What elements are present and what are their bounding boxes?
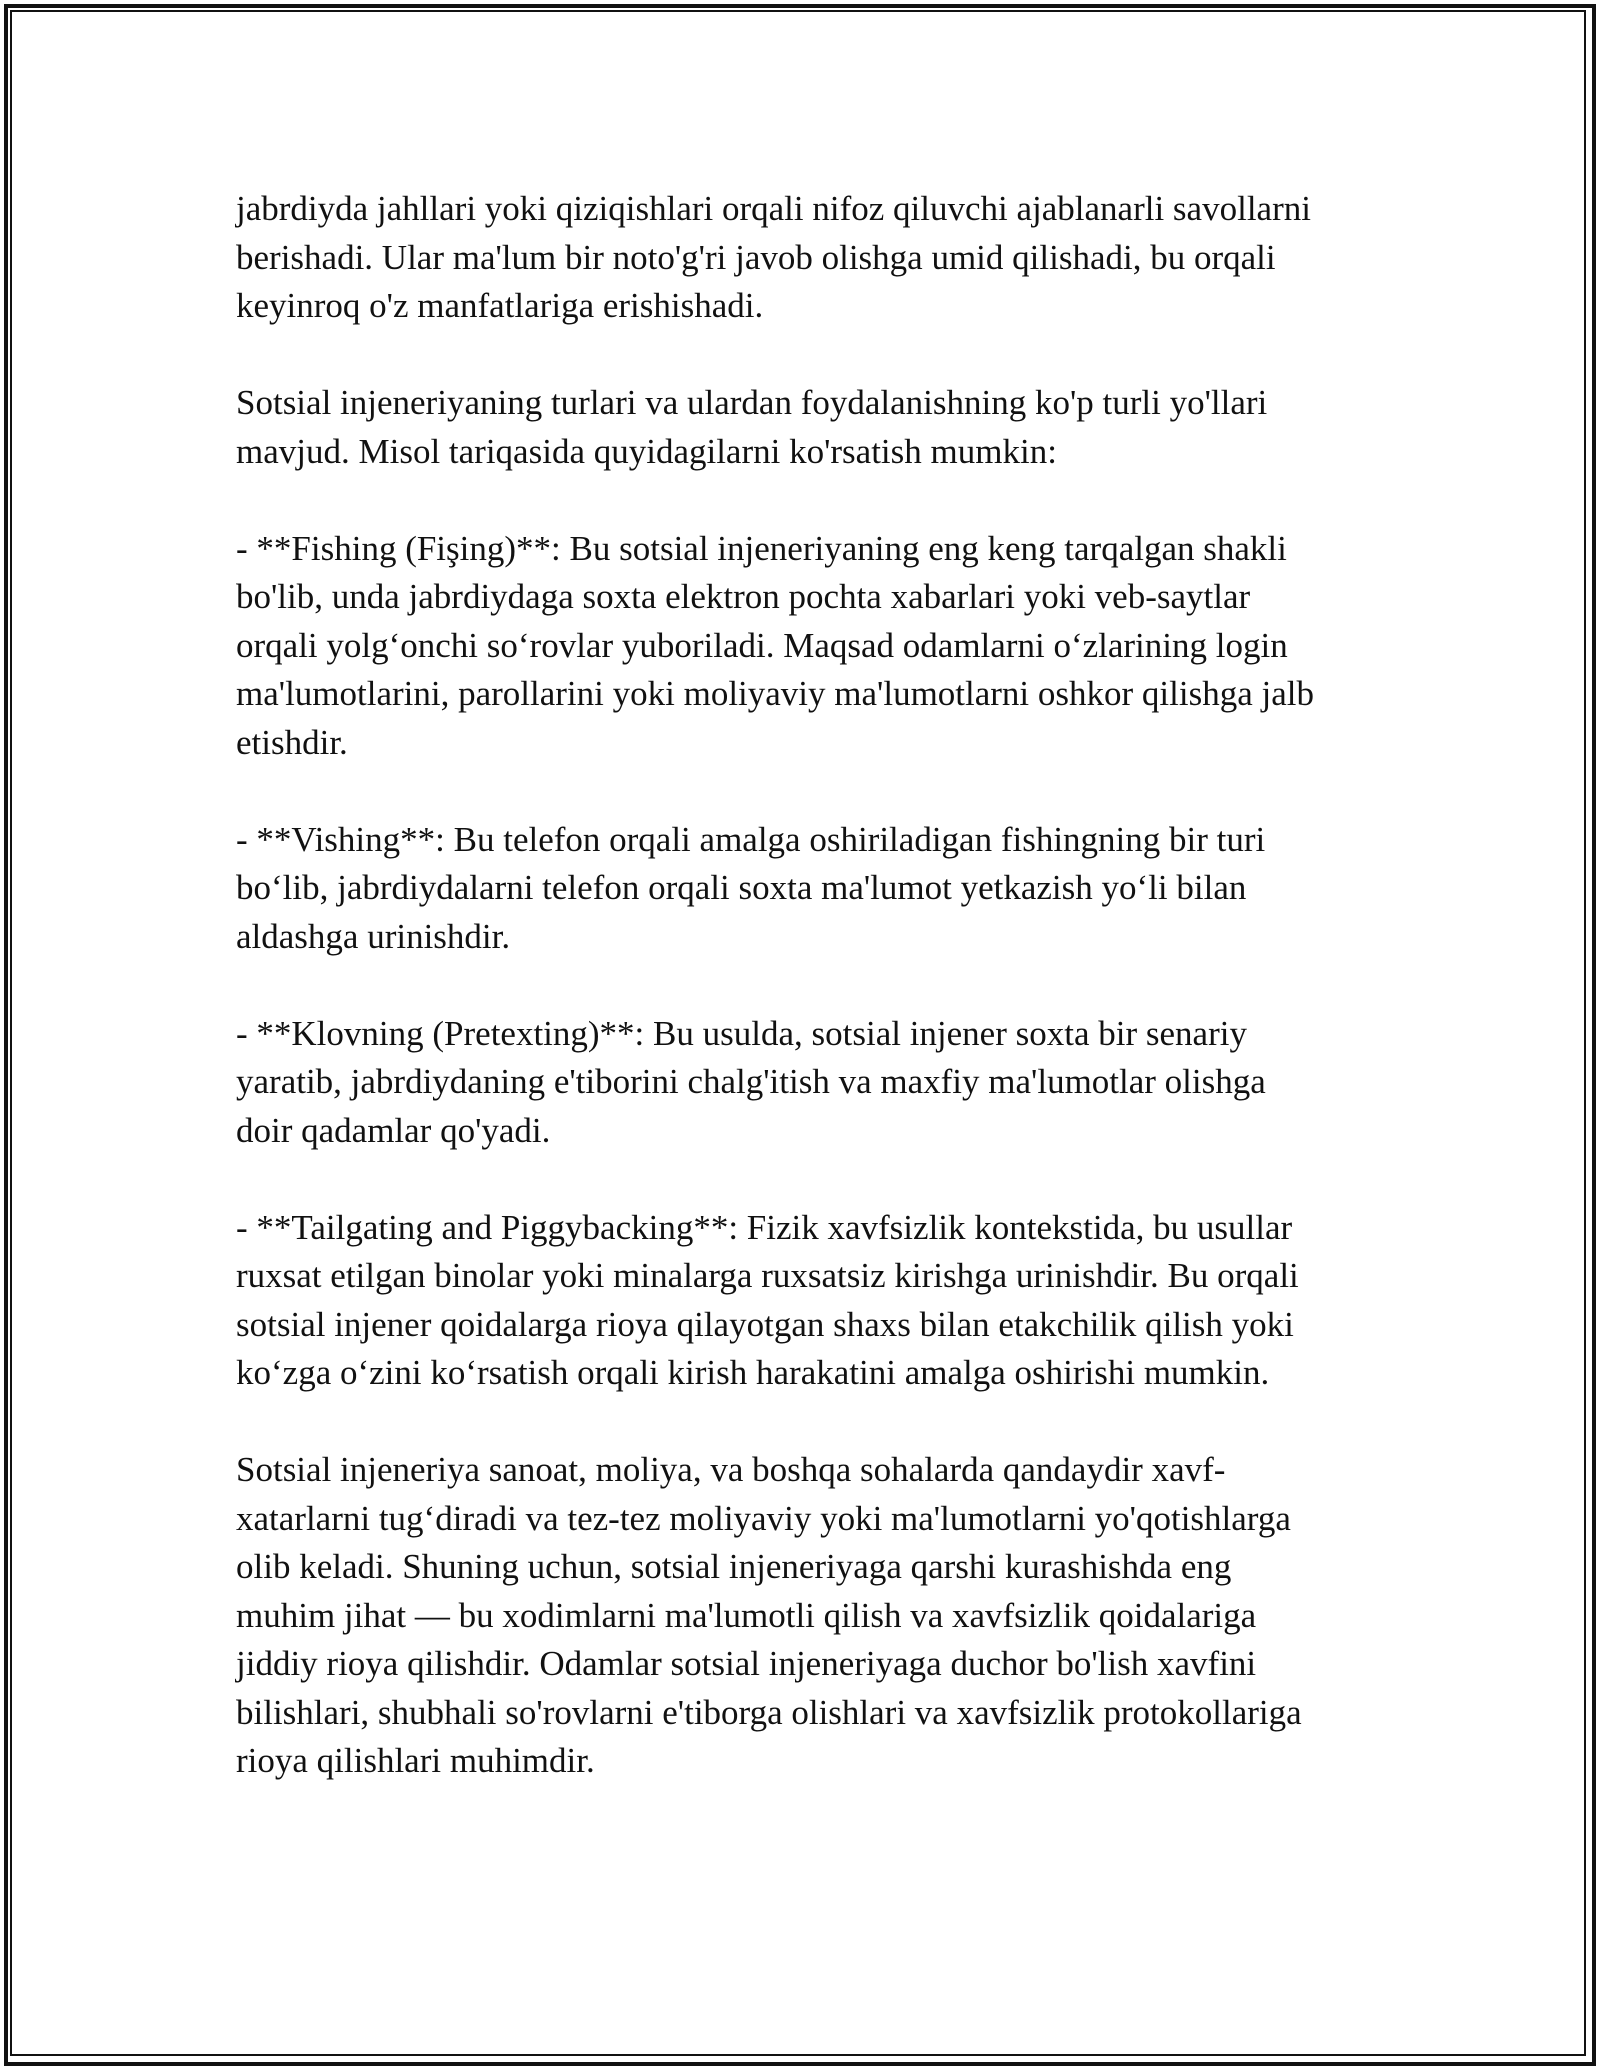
text-line: ruxsat etilgan binolar yoki minalarga ruxsatsiz kirishga urinishdir. Bu orqali bbox=[236, 1256, 1299, 1295]
paragraph-conclusion bbox=[236, 1446, 1396, 1786]
text-line: orqali yolg‘onchi so‘rovlar yuboriladi. Maqsad odamlarni o‘zlarining login bbox=[236, 625, 1288, 665]
text-line: jiddiy rioya qilishdir. Odamlar sotsial injeneriyaga duchor bo'lish xavfini bbox=[236, 1644, 1257, 1683]
text-line: aldashga urinishdir. bbox=[236, 916, 511, 956]
text-line: olib keladi. Shuning uchun, sotsial injeneriyaga qarshi kurashishda eng bbox=[236, 1547, 1232, 1586]
list-item-tailgating bbox=[236, 1204, 1396, 1398]
list-item-fishing bbox=[236, 525, 1396, 768]
text-line: mavjud. Misol tariqasida quyidagilarni ko'rsatish mumkin: bbox=[236, 431, 1057, 471]
text-line: yaratib, jabrdiydaning e'tiborini chalg'itish va maxfiy ma'lumotlar olishga bbox=[236, 1062, 1266, 1101]
text-line: berishadi. Ular ma'lum bir noto'g'ri javob olishga umid qilishadi, bu orqali bbox=[236, 237, 1276, 277]
paragraph-types-intro bbox=[236, 379, 1396, 476]
text-line: - **Vishing**: Bu telefon orqali amalga oshiriladigan fishingning bir turi bbox=[236, 819, 1266, 859]
document-body bbox=[236, 185, 1396, 1834]
text-line: sotsial injener qoidalarga rioya qilayotgan shaxs bilan etakchilik qilish yoki bbox=[236, 1304, 1294, 1344]
text-line: Sotsial injeneriya sanoat, moliya, va boshqa sohalarda qandaydir xavf- bbox=[236, 1450, 1226, 1489]
text-line: bo'lib, unda jabrdiydaga soxta elektron pochta xabarlari yoki veb-saytlar bbox=[236, 577, 1251, 616]
text-line: ko‘zga o‘zini ko‘rsatish orqali kirish harakatini amalga oshirishi mumkin. bbox=[236, 1353, 1270, 1392]
text-line: ma'lumotlarini, parollarini yoki moliyaviy ma'lumotlarni oshkor qilishga jalb bbox=[236, 674, 1314, 713]
list-item-vishing bbox=[236, 816, 1396, 962]
text-line: bo‘lib, jabrdiydalarni telefon orqali soxta ma'lumot yetkazish yo‘li bilan bbox=[236, 868, 1247, 907]
text-line: etishdir. bbox=[236, 722, 348, 762]
paragraph-intro-continuation bbox=[236, 185, 1396, 331]
text-line: muhim jihat — bu xodimlarni ma'lumotli qilish va xavfsizlik qoidalariga bbox=[236, 1595, 1257, 1635]
text-line: keyinroq o'z manfatlariga erishishadi. bbox=[236, 286, 764, 325]
text-line: jabrdiyda jahllari yoki qiziqishlari orqali nifoz qiluvchi ajablanarli savollarni bbox=[236, 189, 1311, 228]
list-item-klovning bbox=[236, 1010, 1396, 1156]
text-line: - **Klovning (Pretexting)**: Bu usulda, sotsial injener soxta bir senariy bbox=[236, 1013, 1247, 1053]
text-line: rioya qilishlari muhimdir. bbox=[236, 1741, 595, 1780]
text-line: bilishlari, shubhali so'rovlarni e'tiborga olishlari va xavfsizlik protokollariga bbox=[236, 1692, 1302, 1732]
text-line: doir qadamlar qo'yadi. bbox=[236, 1110, 551, 1150]
text-line: Sotsial injeneriyaning turlari va ulardan foydalanishning ko'p turli yo'llari bbox=[236, 383, 1268, 422]
text-line: xatarlarni tug‘diradi va tez-tez moliyaviy yoki ma'lumotlarni yo'qotishlarga bbox=[236, 1498, 1291, 1538]
text-line: - **Tailgating and Piggybacking**: Fizik xavfsizlik kontekstida, bu usullar bbox=[236, 1207, 1293, 1247]
text-line: - **Fishing (Fişing)**: Bu sotsial injeneriyaning eng keng tarqalgan shakli bbox=[236, 528, 1287, 568]
